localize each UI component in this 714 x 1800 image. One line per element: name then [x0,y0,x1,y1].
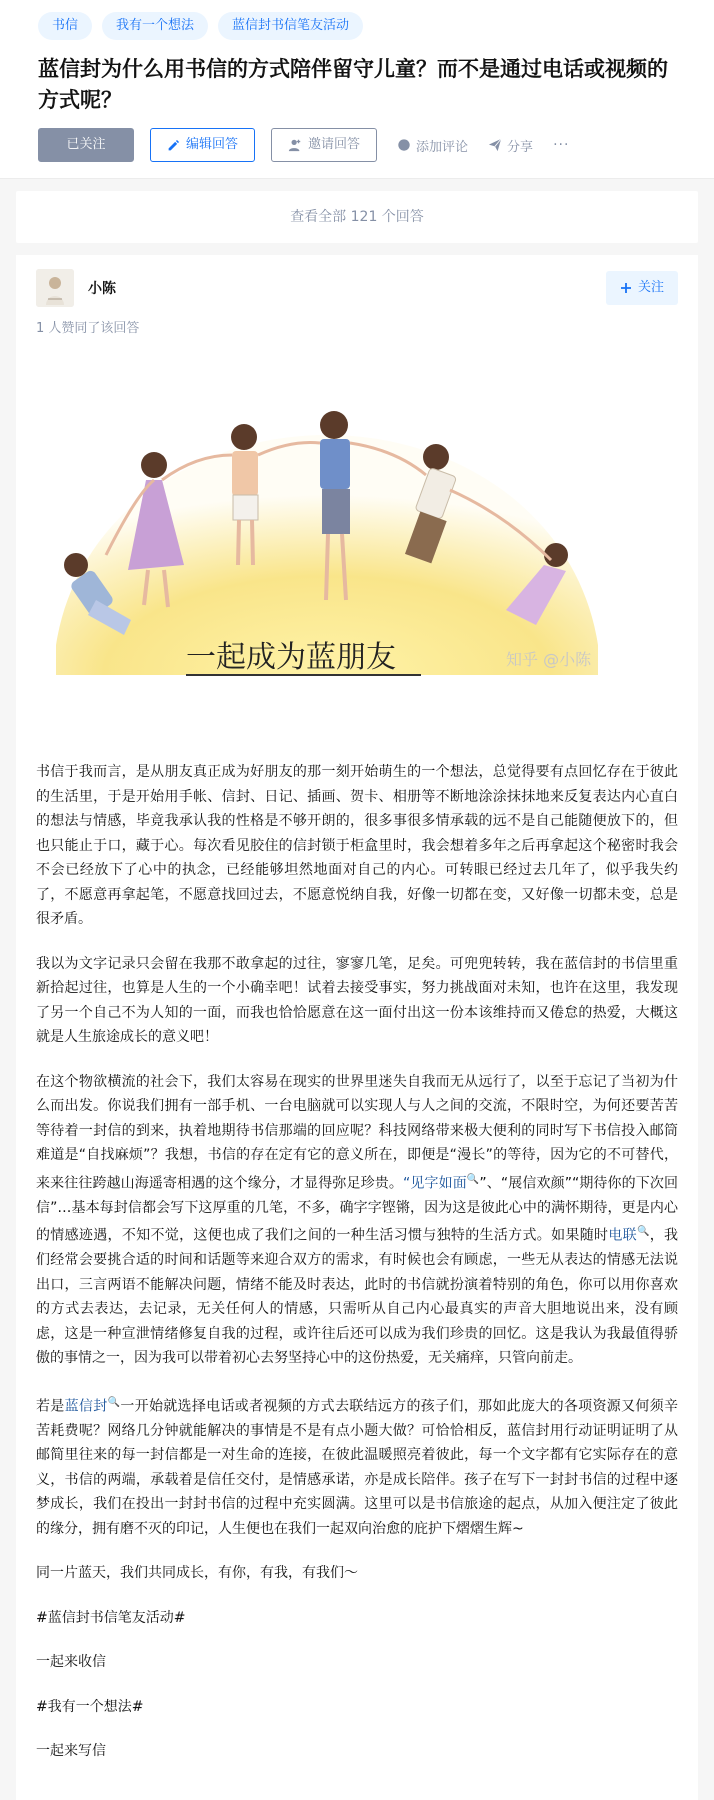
question-title: 蓝信封为什么用书信的方式陪伴留守儿童？而不是通过电话或视频的方式呢？ [38,57,668,112]
paper-plane-icon [488,138,502,152]
avatar[interactable] [36,269,74,307]
invite-answer-button[interactable] [271,128,377,162]
paragraph: 同一片蓝天，我们共同成长，有你，有我，有我们～ [36,1565,358,1582]
search-link-jianzirumian[interactable]: “见字如面 [402,1175,467,1192]
search-link-lanxinfeng[interactable]: 蓝信封 [64,1398,108,1415]
pencil-icon [167,139,180,152]
add-user-icon [288,138,302,152]
plus-icon [620,282,632,294]
followed-label: 已关注 [66,137,106,152]
share-button[interactable] [488,136,533,155]
question-actions [38,128,678,162]
hashtag: #我有一个想法# [36,1698,144,1715]
edit-answer-label: 编辑回答 [186,137,239,152]
paragraph: 一起来写信 [36,1743,106,1760]
share-label: 分享 [507,139,534,155]
view-all-answers-link[interactable]: 查看全部 121 个回答 [16,191,698,243]
add-comment-label: 添加评论 [416,139,469,155]
topic-tag[interactable]: 蓝信封书信笔友活动 [218,12,363,40]
paragraph-text: 一开始就选择电话或者视频的方式去联结远方的孩子们，那如此庞大的各项资源又何须辛苦耗费呢？网络几分钟就能解决的事情是不是有点小题大做？可恰恰相反，蓝信封用行动证明证明了从邮简里往来的每一封信都是一对生命的连接，在彼此温暖照亮着彼此，每一个文字都有它实际存在的意义，书信的两端，承载着是信任交付，是情感承诺，亦是成长陪伴。孩子在写下一封封书信的过程中逐梦成长，我们在投出一封封书信的过程中充实圆满。这里可以是书信旅途的起点，从加入便注定了彼此的缘分，拥有磨不灭的印记，人生便也在我们一起双向治愈的庇护下熠熠生辉~ [36,1398,679,1537]
search-icon: 🔍 [466,1173,480,1185]
paragraph: 书信于我而言，是从朋友真正成为好朋友的那一刻开始萌生的一个想法，总觉得要有点回忆存在于彼此的生活里，于是开始用手帐、信封、日记、插画、贺卡、相册等不断地涂涂抹抹地来反复表达内心直白的想法与情感，毕竟我承认我的性格是不够开朗的，很多事很多情承载的远不是自己能随便放下的，但也只能止于口，藏于心。每次看见胶住的信封锁于柜盒里时，我会想着多年之后再拿起这个秘密时我会不会已经放下了心中的执念，已经能够坦然地面对自己的内心。可转眼已经过去几年了，似乎我失约了，不愿意再拿起笔，不愿意找回过去，不愿意悦纳自我，好像一切都在变，又好像一切都未变，总是很矛盾。 [36,764,678,927]
vote-count: 1 人赞同了该回答 [36,321,140,336]
paragraph-text: ，我们经常会要挑合适的时间和话题等来迎合双方的需求，有时候也会有顾虑，一些无从表达的情感无法说出口，三言两语不能解决问题，情绪不能及时表达，此时的书信就扮演着特别的角色，你可以用你喜欢的方式去表达，去记录，无关任何人的情感，只需听从自己内心最真实的声音大胆地说出来，没有顾虑，这是一种宣泄情绪修复自我的过程，或许往后还可以成为我们珍贵的回忆。这是我认为我最值得骄傲的事情之一，因为我可以带着初心去努坚持心中的这份热爱，无关痛痒，只管向前走。 [36,1227,679,1367]
image-caption: 一起成为蓝朋友 [186,640,396,675]
topic-tag[interactable]: 我有一个想法 [102,12,208,40]
answer-content [36,760,678,1764]
hashtag: #蓝信封书信笔友活动# [36,1609,186,1626]
follow-author-button[interactable] [606,271,678,305]
paragraph-text: 若是 [36,1398,65,1415]
topic-tag[interactable]: 书信 [38,12,92,40]
image-watermark: 知乎 @小陈 [506,650,592,669]
invite-answer-label: 邀请回答 [308,137,361,152]
more-options-button[interactable]: ··· [553,137,570,153]
question-header [0,0,714,179]
followed-button[interactable] [38,128,134,162]
paragraph-text: ”、“展信欢颜”“期待你的下次回信”…基本每封信都会写下这厚重的几笔，不多，确字字铿锵，因为这是彼此心中的满怀期待，更是内心的情感迹遇，不知不觉，这便也成了我们之间的一种生活习惯与独特的生活方式。如果随时 [36,1175,679,1244]
search-icon: 🔍 [636,1226,650,1238]
comment-icon [397,138,411,152]
search-icon: 🔍 [107,1396,121,1408]
topic-list [38,12,678,40]
paragraph: 我以为文字记录只会留在我那不敢拿起的过往，寥寥几笔，足矣。可兜兜转转，我在蓝信封的书信里重新拾起过往，也算是人生的一个小确幸吧！试着去接受事实，努力挑战面对未知，也许在这里，我发现了另一个自己不为人知的一面，而我也恰恰愿意在这一面付出这一份本该维持而又倦怠的热爱，大概这就是人生旅途成长的意义吧！ [36,955,678,1045]
edit-answer-button[interactable] [150,128,255,162]
answer-card [16,255,698,1800]
paragraph: 一起来收信 [36,1654,106,1671]
author-name[interactable]: 小陈 [88,281,116,297]
follow-label: 关注 [637,280,664,295]
search-link-dianlian[interactable]: 电联 [608,1227,637,1244]
paragraph [36,1070,678,1371]
paragraph [36,1391,678,1542]
answer-illustration [36,395,618,720]
paragraph-text: 在这个物欲横流的社会下，我们太容易在现实的世界里迷失自我而无从远行了，以至于忘记了当初为什么而出发。你说我们拥有一部手机、一台电脑就可以实现人与人之间的交流，不限时空，为何还要苦苦等待着一封信的到来，执着地期待书信那端的回应呢？科技网络带来极大便利的同时写下书信投入邮筒难道是“自找麻烦”？我想，书信的存在定有它的意义所在，即便是“漫长”的等待，因为它的不可替代，来来往往跨越山海遥寄相遇的这个缘分，才显得弥足珍贵。 [36,1073,678,1192]
add-comment-button[interactable] [397,136,468,155]
author-row [36,269,678,307]
avatar-image [36,269,74,307]
